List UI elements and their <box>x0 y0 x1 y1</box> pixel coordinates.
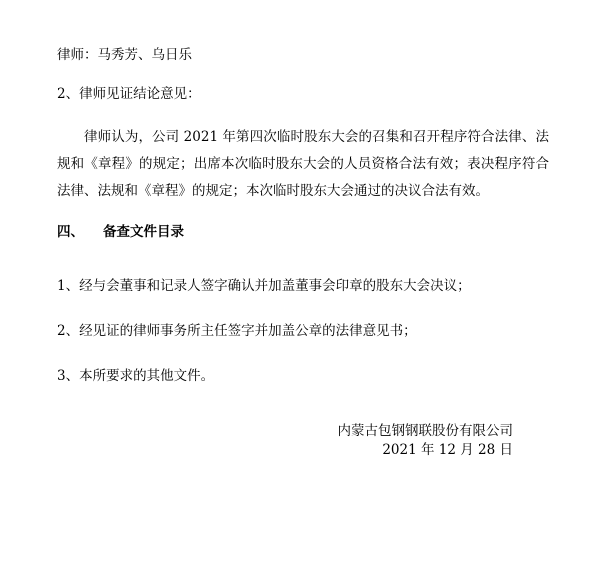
section-4-title: 备查文件目录 <box>103 224 184 240</box>
company-name: 内蒙古包钢钢联股份有限公司 <box>337 423 513 439</box>
document-date: 2021 年 12 月 28 日 <box>382 442 513 458</box>
list-item: 3、本所要求的其他文件。 <box>57 368 215 384</box>
conclusion-paragraph: 律师认为，公司 2021 年第四次临时股东大会的召集和召开程序符合法律、法规和《章程》的规定；出席本次临时股东大会的人员资格合法有效；表决程序符合法律、法规和《章程》的规定；本次临时股东大会通过的决议合法有效。 <box>57 129 549 199</box>
list-item: 1、经与会董事和记录人签字确认并加盖董事会印章的股东大会决议； <box>57 278 471 294</box>
section-4-heading <box>57 223 184 241</box>
list-item: 2、经见证的律师事务所主任签字并加盖公章的法律意见书； <box>57 323 417 339</box>
lawyers-line: 律师：马秀芳、乌日乐 <box>57 47 192 63</box>
section-2-title: 2、律师见证结论意见： <box>57 86 201 102</box>
section-4-number: 四、 <box>57 224 84 240</box>
